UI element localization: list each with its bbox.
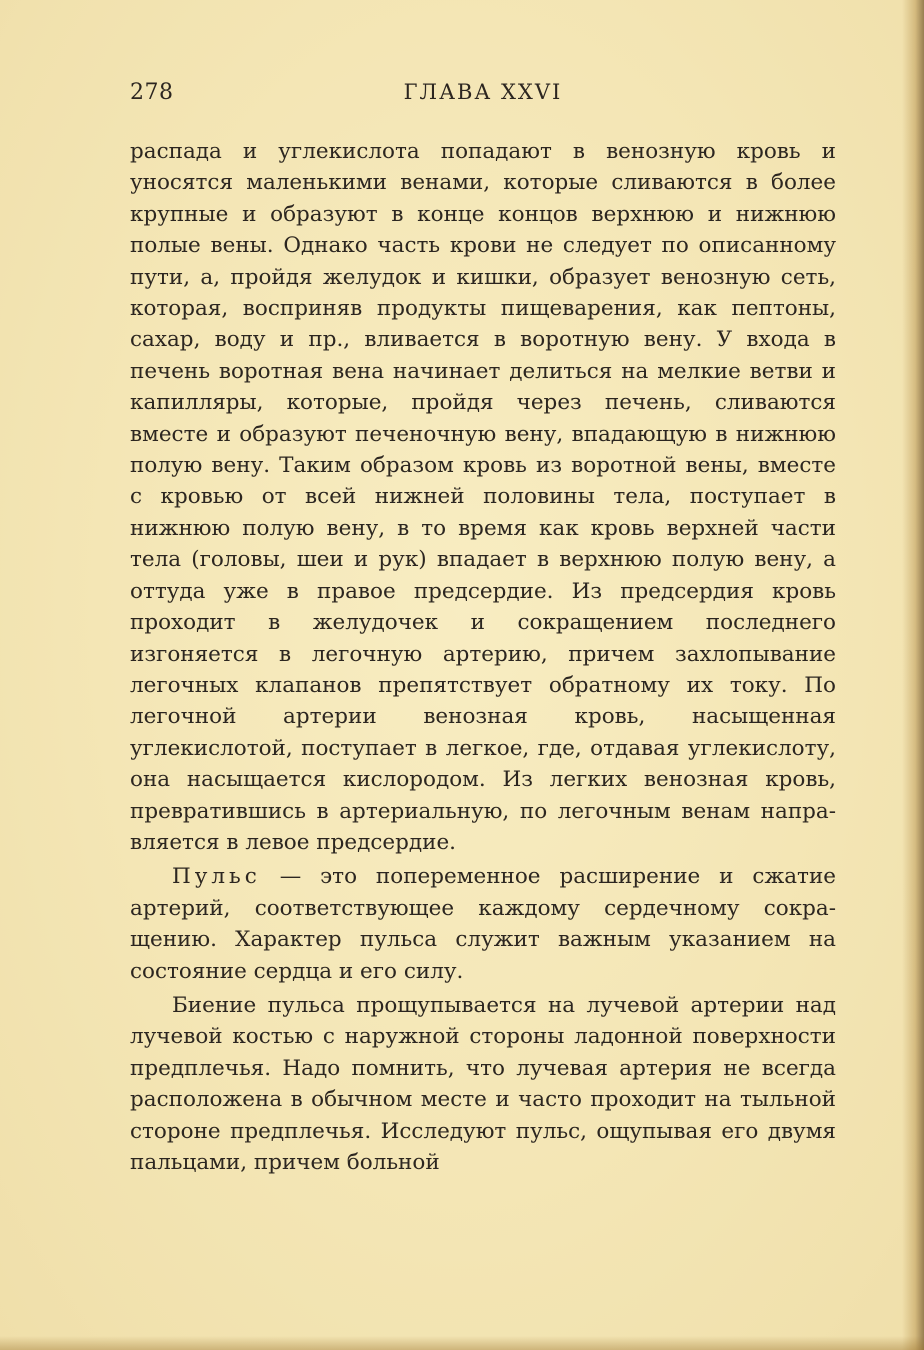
page-edge-shadow-bottom (0, 1336, 924, 1350)
paragraph-lead-word: Пульс (172, 864, 261, 890)
paragraph-pulse-definition (130, 861, 836, 987)
page-number: 278 (130, 80, 174, 105)
paragraph-text: Биение пульса прощупывается на лучевой артерии над лучевой костью с наружной стороны ладонной поверхности предплечья. Надо помнить, что лучевая артерия не всегда расположена в обычном месте и часто проходит на тыльной стороне предплечья. Исследуют пульс, ощупывая его двумя пальцами, причем больной (130, 992, 836, 1175)
chapter-title: ГЛАВА XXVI (403, 80, 563, 104)
running-header (130, 80, 836, 114)
page-edge-shadow-right (902, 0, 924, 1350)
paragraph-continuation (130, 136, 836, 858)
paragraph-text: распада и углекислота попадают в венозную кровь и уносятся маленькими венами, которые сливаются в более крупные и образуют в конце концов верхнюю и нижнюю полые вены. Однако часть крови не следует по описанному пути, а, пройдя желудок и кишки, образует венозную сеть, которая, восприняв продукты пищеварения, как пептоны, сахар, воду и пр., вливается в воротную вену. У входа в печень воротная вена начинает делиться на мелкие ветви и капилляры, которые, пройдя через печень, сливаются вместе и образуют печеночную вену, впадающую в нижнюю полую вену. Таким образом кровь из воротной вены, вместе с кровью от всей нижней половины тела, поступает в нижнюю полую вену, в то время как кровь верхней части тела (головы, шеи и рук) впадает в верхнюю полую вену, а оттуда уже в правое предсердие. Из предсердия кровь проходит в желудочек и сокращением последнего изгоняется в легочную артерию, причем захлопывание легочных клапанов препятствует обратному их току. По легочной артерии венозная кровь, насыщенная углекислотой, поступает в легкое, где, отдавая углекислоту, она насыщается кислородом. Из легких венозная кровь, превратившись в артериальную, по легочным венам направляется в левое предсердие. (130, 139, 836, 855)
paragraph-text: — это попеременное расширение и сжатие артерий, соответствующее каждому сердечному сокращению. Характер пульса служит важным указанием на состояние сердца и его силу. (130, 864, 836, 984)
body-text (130, 136, 836, 1178)
paragraph-pulse-measurement (130, 990, 836, 1178)
